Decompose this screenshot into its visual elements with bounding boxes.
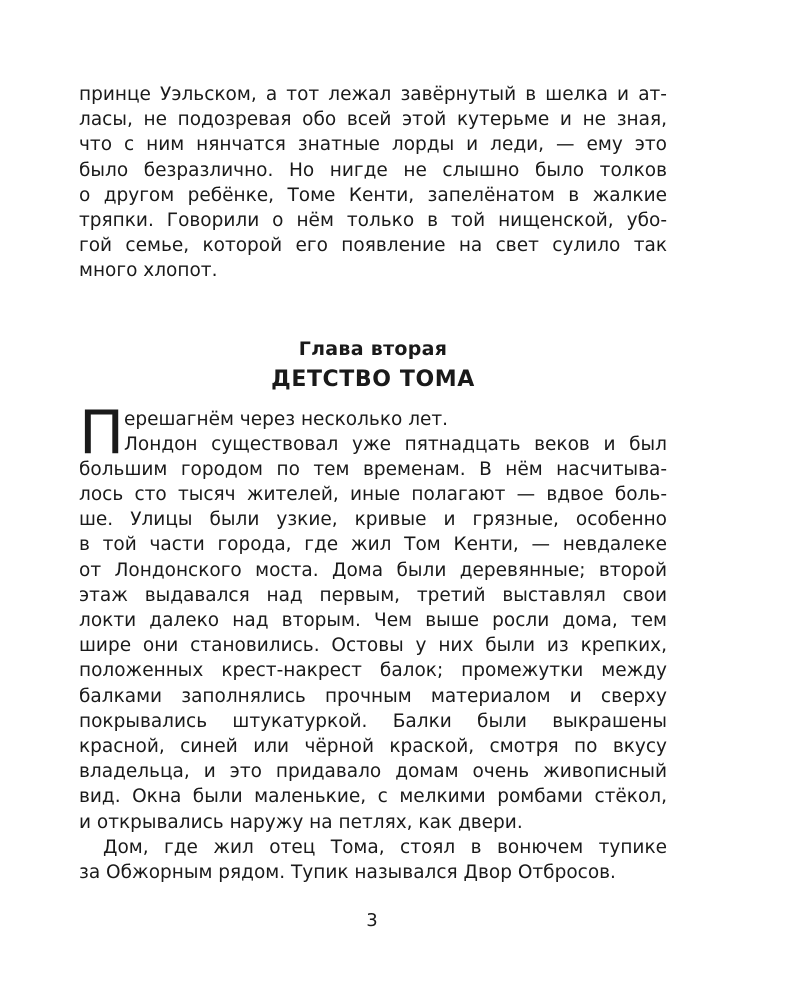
- text-line: от Лондонского моста. Дома были деревянные; второй: [79, 559, 667, 581]
- text-line: красной, синей или чёрной краской, смотря по вкусу: [79, 735, 667, 757]
- chapter-label: Глава вторая: [298, 337, 448, 360]
- text-line: этаж выдавался над первым, третий выставлял свои: [79, 584, 667, 606]
- text-line: принце Уэльском, а тот лежал завёрнутый в шелка и ат-: [79, 84, 667, 105]
- text-line: ласы, не подозревая обо всей этой кутерьме и не зная,: [79, 109, 667, 131]
- text-line: и открывались наружу на петлях, как двери.: [79, 811, 523, 833]
- second-paragraph: [79, 835, 667, 885]
- chapter-heading: [79, 336, 667, 396]
- text-line: большим городом по тем временам. В нём насчитыва-: [79, 458, 667, 480]
- first-paragraph: [79, 397, 667, 835]
- text-line: гой семье, которой его появление на свет сулило так: [79, 235, 667, 257]
- text-line: владельца, и это придавало домам очень живописный: [79, 761, 667, 783]
- top-paragraph: [79, 82, 667, 284]
- text-line: положенных крест-накрест балок; промежутки между: [79, 660, 667, 682]
- text-line: было безразлично. Но нигде не слышно было толков: [79, 159, 667, 181]
- text-line: балками заполнялись прочным материалом и сверху: [79, 685, 667, 707]
- text-block: [79, 82, 667, 885]
- text-line: шире они становились. Остовы у них были из крепких,: [79, 635, 667, 657]
- text-line: много хлопот.: [79, 260, 218, 282]
- chapter-title: ДЕТСТВО ТОМА: [271, 366, 475, 392]
- text-line: тряпки. Говорили о нём только в той нищенской, убо-: [79, 209, 667, 231]
- drop-cap: П: [79, 397, 125, 468]
- text-line: за Обжорным рядом. Тупик назывался Двор Отбросов.: [79, 861, 616, 883]
- text-line: в той части города, где жил Том Кенти, — невдалеке: [79, 534, 667, 556]
- text-line: Лондон существовал уже пятнадцать веков и был: [124, 433, 667, 455]
- text-line: лось сто тысяч жителей, иные полагают — вдвое боль-: [79, 484, 667, 506]
- text-line: что с ним нянчатся знатные лорды и леди, — ему это: [79, 134, 667, 156]
- page-number: 3: [366, 910, 378, 931]
- text-line: о другом ребёнке, Томе Кенти, запелёнатом в жалкие: [79, 184, 667, 206]
- text-line: ше. Улицы были узкие, кривые и грязные, особенно: [79, 509, 667, 531]
- text-line: покрывались штукатуркой. Балки были выкрашены: [79, 710, 667, 732]
- text-line: локти далеко над вторым. Чем выше росли дома, тем: [79, 610, 667, 631]
- text-line: Дом, где жил отец Тома, стоял в вонючем тупике: [103, 836, 667, 858]
- chapter-body: [79, 397, 667, 886]
- text-line: вид. Окна были маленькие, с мелкими ромбами стёкол,: [79, 786, 667, 808]
- text-line: ерешагнём через несколько лет.: [124, 408, 449, 430]
